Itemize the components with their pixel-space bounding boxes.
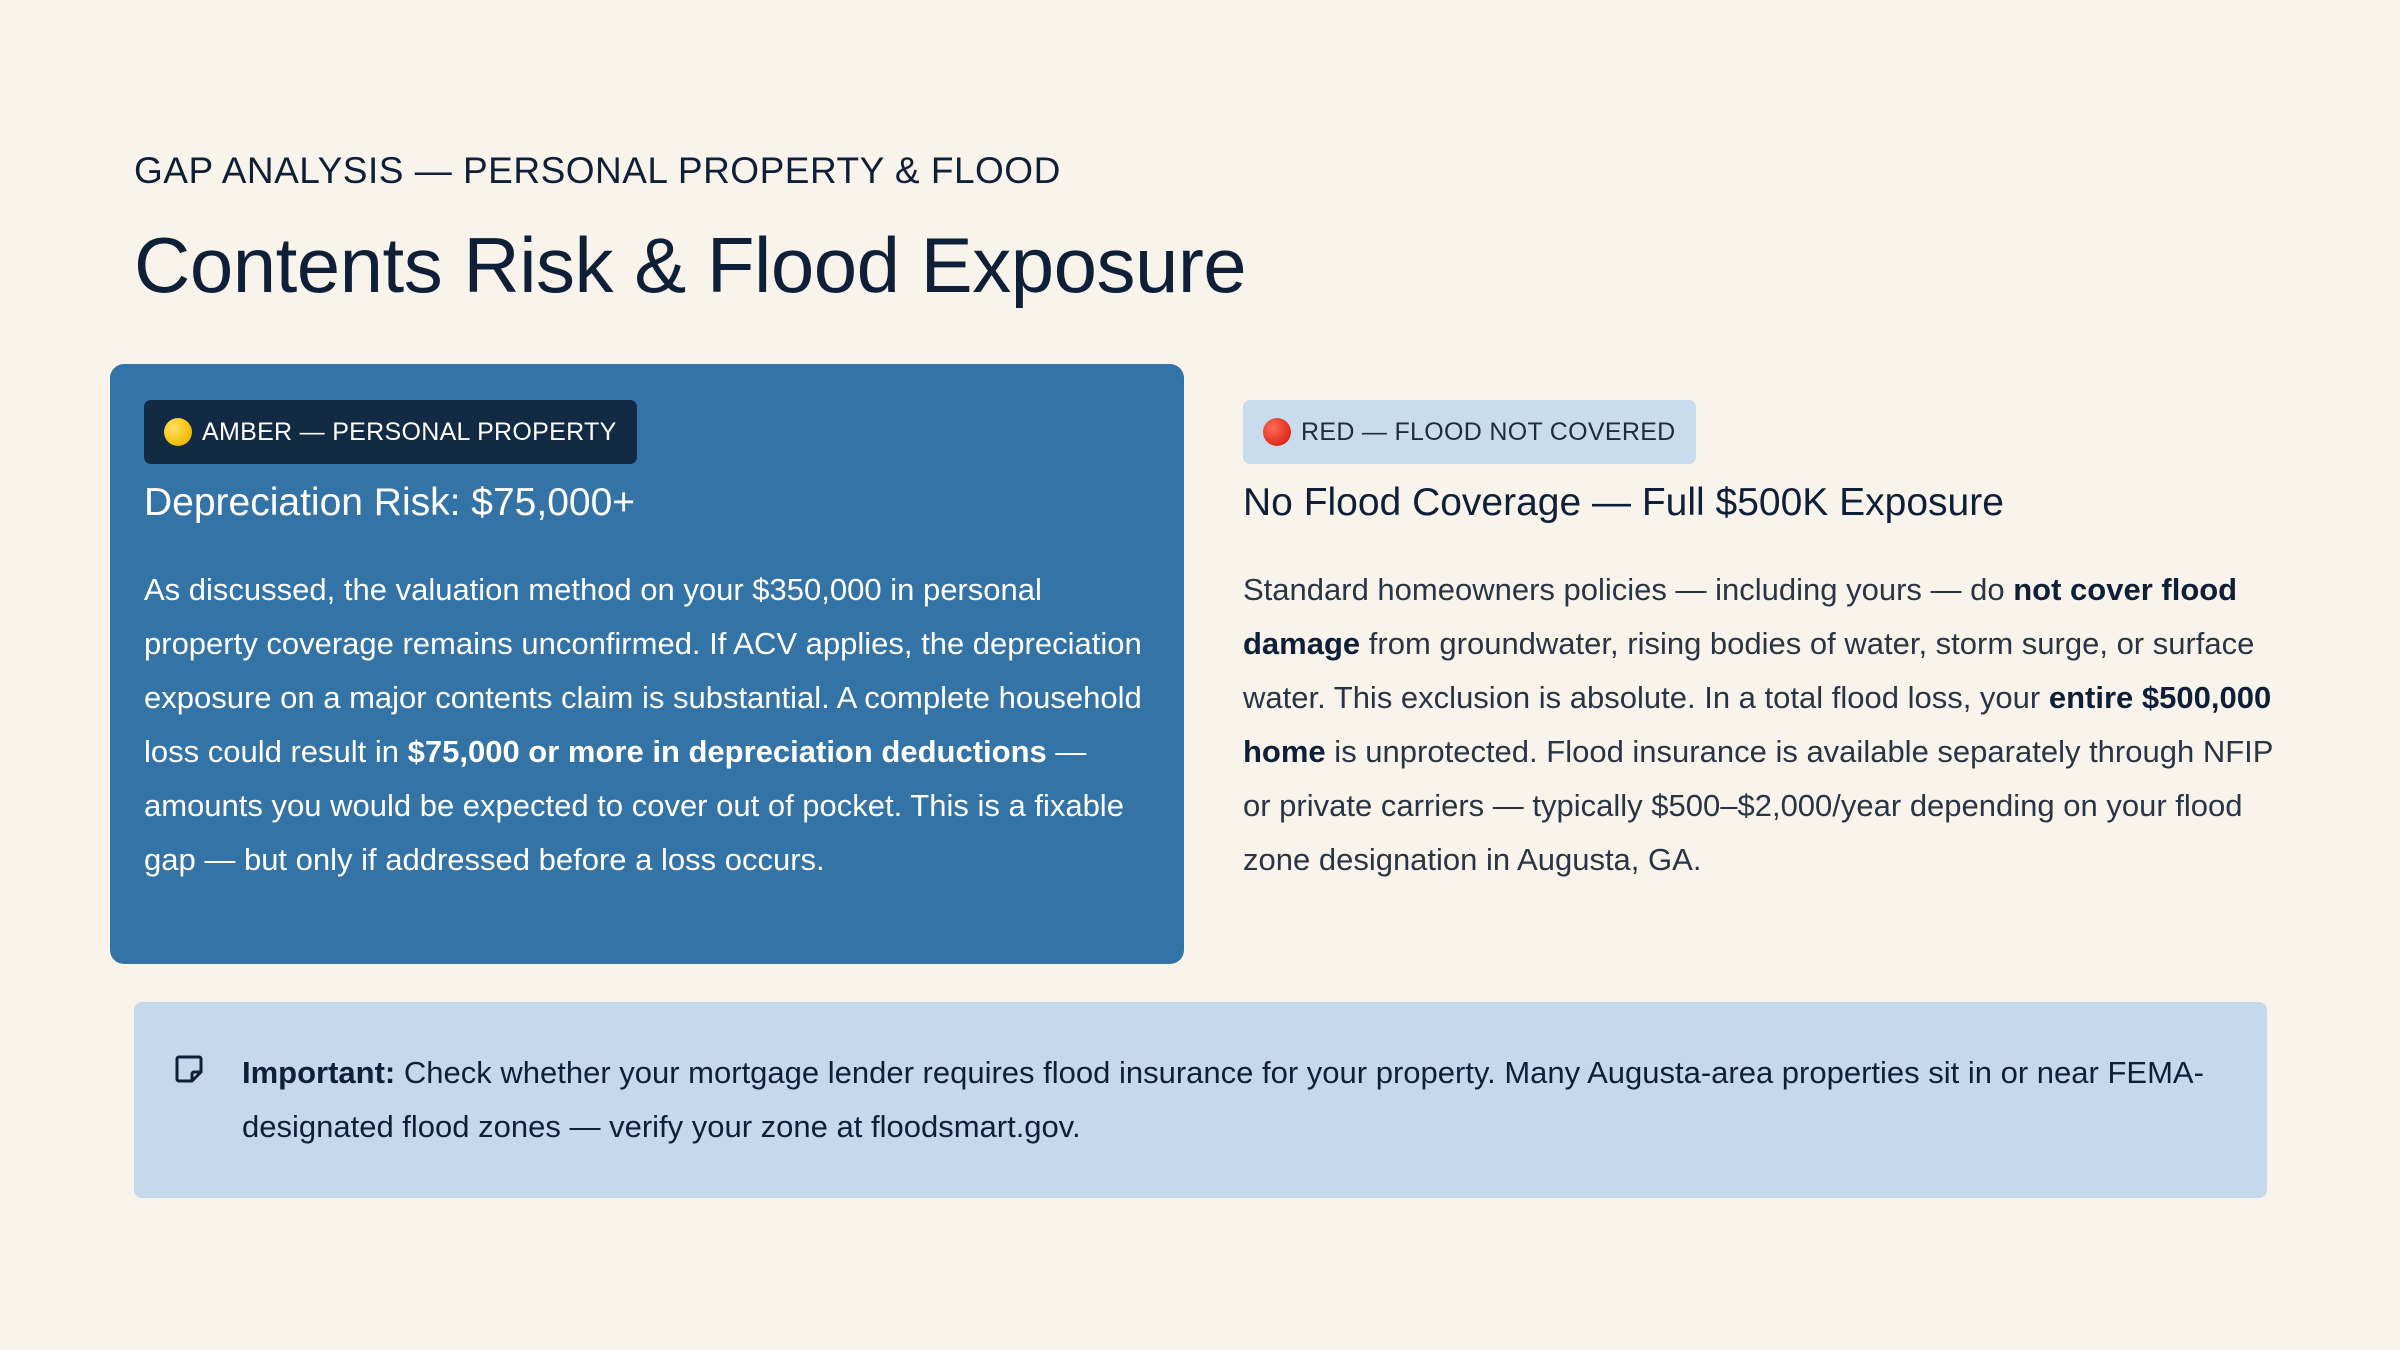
red-flood-card — [1243, 364, 2283, 964]
section-eyebrow: GAP ANALYSIS — PERSONAL PROPERTY & FLOOD — [134, 150, 1061, 191]
red-card-body — [1243, 563, 2283, 887]
amber-status-badge — [144, 400, 637, 464]
red-body-emphasis-1: not cover flood damage — [1243, 571, 2238, 661]
important-callout — [134, 1002, 2267, 1198]
red-card-title: No Flood Coverage — Full $500K Exposure — [1243, 481, 2004, 524]
red-status-badge — [1243, 400, 1696, 464]
red-body-emphasis-2: entire $500,000 home — [1243, 679, 2272, 769]
page-title: Contents Risk & Flood Exposure — [134, 221, 1247, 309]
amber-body-text-2: — amounts you would be expected to cover out of pocket. This is a fixable gap — but only if addressed before a loss occurs. — [144, 733, 1124, 877]
amber-card-title: Depreciation Risk: $75,000+ — [144, 481, 636, 524]
amber-badge-label: AMBER — PERSONAL PROPERTY — [202, 417, 617, 446]
amber-body-emphasis: $75,000 or more in depreciation deductions — [407, 733, 1047, 769]
red-circle-icon — [1263, 418, 1291, 446]
red-badge-label: RED — FLOOD NOT COVERED — [1301, 417, 1676, 446]
amber-personal-property-card — [110, 364, 1184, 964]
amber-body-text-1: As discussed, the valuation method on your $350,000 in personal property coverage remains unconfirmed. If ACV applies, the depreciation exposure on a major contents claim is substantial. A complete household loss could result in — [144, 571, 1142, 769]
callout-text — [242, 1046, 2207, 1154]
callout-message: Check whether your mortgage lender requires flood insurance for your property. Many Augusta-area properties sit in or near FEMA-designated flood zones — verify your zone at floodsmart.gov. — [242, 1055, 2204, 1144]
red-body-text-2: from groundwater, rising bodies of water, storm surge, or surface water. This exclusion is absolute. In a total flood loss, your — [1243, 625, 2255, 715]
red-body-text-1: Standard homeowners policies — including yours — do — [1243, 571, 2014, 607]
red-body-text-3: is unprotected. Flood insurance is available separately through NFIP or private carriers — typically $500–$2,000/year depending on your flood zone designation in Augusta, GA. — [1243, 733, 2273, 877]
callout-label: Important: — [242, 1055, 396, 1090]
note-icon — [174, 1054, 204, 1084]
amber-card-body — [144, 563, 1150, 887]
yellow-circle-icon — [164, 418, 192, 446]
